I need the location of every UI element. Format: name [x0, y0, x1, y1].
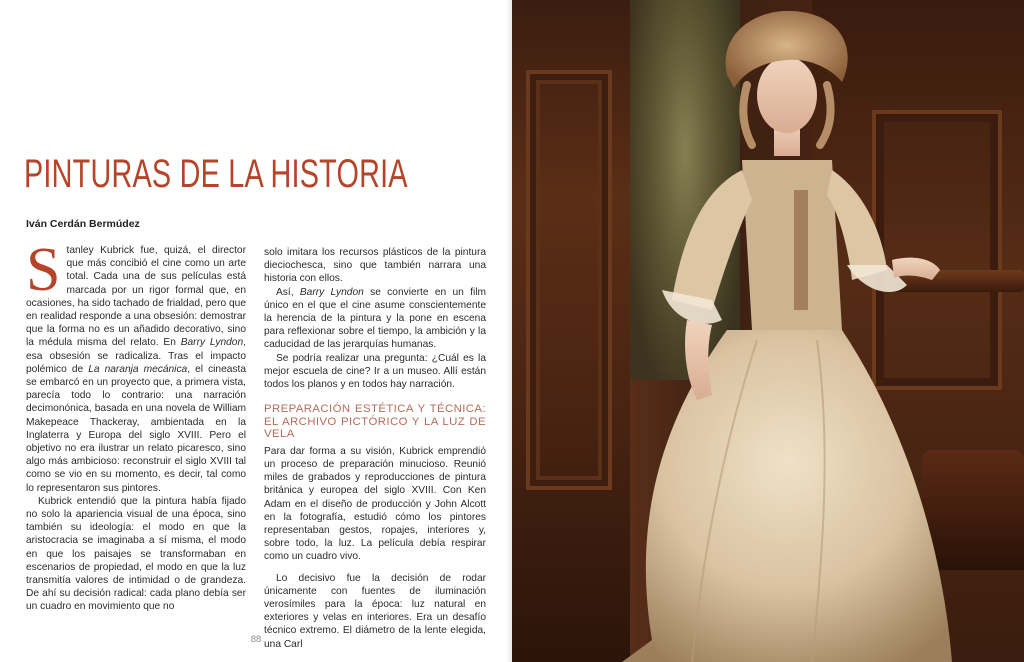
- photo-barry-lyndon-still: [512, 0, 1024, 662]
- section-subhead: PREPARACIÓN ESTÉTICA Y TÉCNICA: EL ARCHIVO PICTÓRICO Y LA LUZ DE VELA: [264, 403, 486, 441]
- drop-cap: S: [26, 236, 61, 304]
- text-column-2: [264, 246, 486, 651]
- paragraph-continuation: solo imitara los recursos plásticos de la pintura dieciochesca, sino que también narrara una historia con ellos.: [264, 247, 486, 285]
- paragraph-kubrick-pintura: Kubrick entendió que la pintura había fijado no solo la apariencia visual de una época, sino también su ideología: el modo en que la aristocracia se imaginaba a sí misma, el modo en que los paisajes se transformaban en escenarios de propiedad, el modo en que la luz transmitía valores de intimidad o de grandeza. De ahí su decisión radical: cada plano debía ser un cuadro en movimiento que no: [26, 495, 246, 613]
- text-column-1: [26, 236, 247, 614]
- woman-in-period-dress-illustration: [512, 0, 1024, 662]
- article-title: PINTURAS DE LA HISTORIA: [24, 152, 408, 196]
- article-author: Iván Cerdán Bermúdez: [26, 218, 140, 230]
- paragraph-barry-lyndon: Así, Barry Lyndon se convierte en un film único en el que el cine asume conscientemente la herencia de la pintura y la pone en escena para reflexionar sobre el tiempo, la ambición y la caducidad de las jerarquías humanas.: [264, 286, 486, 351]
- paragraph-iluminacion: Lo decisivo fue la decisión de rodar únicamente con fuentes de iluminación verosímiles para la época: luz natural en exteriores y velas en interiores. Era un desafío técnico extremo. El diámetro de la lente elegida, una Carl: [264, 572, 486, 650]
- page-number: 88: [250, 634, 262, 645]
- paragraph-preparacion: Para dar forma a su visión, Kubrick emprendió un proceso de preparación minucioso. Reunió miles de grabados y reproducciones de pintura británica y europea del siglo XVIII. Con Ken Adam en el diseño de producción y John Alcott en la fotografía, estudió cómo los pintores representaban gestos, ropajes, interiores y, sobre todo, la luz. La película debía respirar como un cuadro vivo.: [264, 445, 486, 563]
- paragraph-pregunta: Se podría realizar una pregunta: ¿Cuál es la mejor escuela de cine? Ir a un museo. Allí están todos los planos y en todos hay narración.: [264, 352, 486, 391]
- paragraph-intro: Stanley Kubrick fue, quizá, el director que más concibió el cine como un arte total. Cada una de sus películas está marcada por un rigor formal que, en ocasiones, ha sido tachado de frialdad, pero que en realidad responde a una obsesión: demostrar que la forma no es un añadido decorativo, sino la médula misma del relato. En Barry Lyndon, esa obsesión se radicaliza. Tras el impacto polémico de La naranja mecánica, el cineasta se embarcó en un proyecto que, a primera vista, parecía todo lo contrario: una narración decimonónica, basada en una novela de William Makepeace Thackeray, ambientada en la Inglaterra y Europa del siglo XVIII. Pero el objetivo no era ilustrar un relato picaresco, sino algo más ambicioso: reconstruir el siglo XVIII tal como se vio en su momento, es decir, tal como lo representaron sus pintores.: [26, 236, 247, 494]
